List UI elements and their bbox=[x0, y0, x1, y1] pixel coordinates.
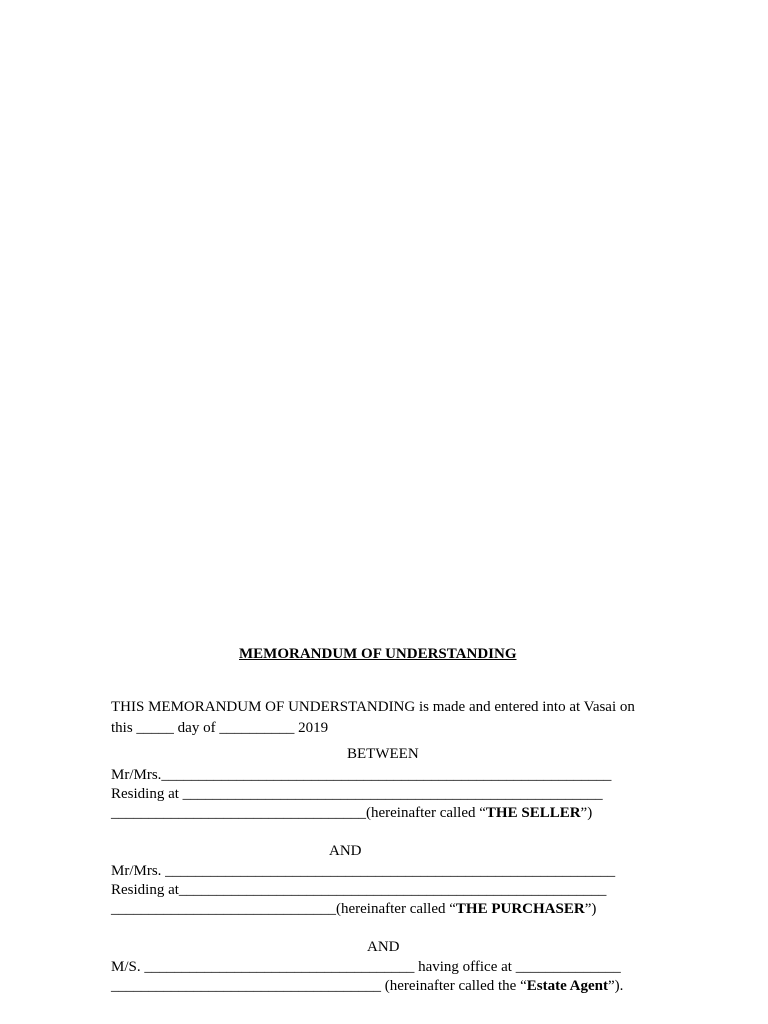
intro-line-2: this _____ day of __________ 2019 bbox=[111, 720, 329, 736]
seller-called-line bbox=[111, 803, 592, 823]
seller-address-blank: __________________________________ bbox=[111, 805, 366, 821]
purchaser-residing-line: Residing at_________________________________________________________ bbox=[111, 882, 607, 898]
purchaser-role: THE PURCHASER bbox=[455, 901, 585, 917]
agent-role: Estate Agent bbox=[526, 978, 608, 994]
purchaser-called-suffix: ”) bbox=[584, 901, 597, 917]
seller-residing-line: Residing at ________________________________________________________ bbox=[111, 786, 603, 802]
and-heading-2: AND bbox=[367, 939, 400, 955]
seller-called-prefix: (hereinafter called “ bbox=[366, 805, 486, 821]
agent-called-line bbox=[111, 976, 623, 996]
seller-role: THE SELLER bbox=[485, 805, 581, 821]
between-heading: BETWEEN bbox=[347, 746, 419, 762]
seller-name-line: Mr/Mrs.____________________________________________________________ bbox=[111, 767, 612, 783]
purchaser-name-line: Mr/Mrs. ____________________________________________________________ bbox=[111, 863, 616, 879]
intro-line-1: THIS MEMORANDUM OF UNDERSTANDING is made and entered into at Vasai on bbox=[111, 699, 635, 715]
purchaser-called-line bbox=[111, 899, 596, 919]
agent-called-prefix: (hereinafter called the “ bbox=[381, 978, 527, 994]
purchaser-called-prefix: (hereinafter called “ bbox=[336, 901, 456, 917]
purchaser-address-blank: ______________________________ bbox=[111, 901, 336, 917]
seller-called-suffix: ”) bbox=[580, 805, 593, 821]
agent-address-blank: ____________________________________ bbox=[111, 978, 381, 994]
agent-called-suffix: ”). bbox=[608, 978, 624, 994]
and-heading-1: AND bbox=[329, 843, 362, 859]
agent-line-1: M/S. ____________________________________ having office at ______________ bbox=[111, 959, 621, 975]
document-title: MEMORANDUM OF UNDERSTANDING bbox=[239, 646, 517, 662]
